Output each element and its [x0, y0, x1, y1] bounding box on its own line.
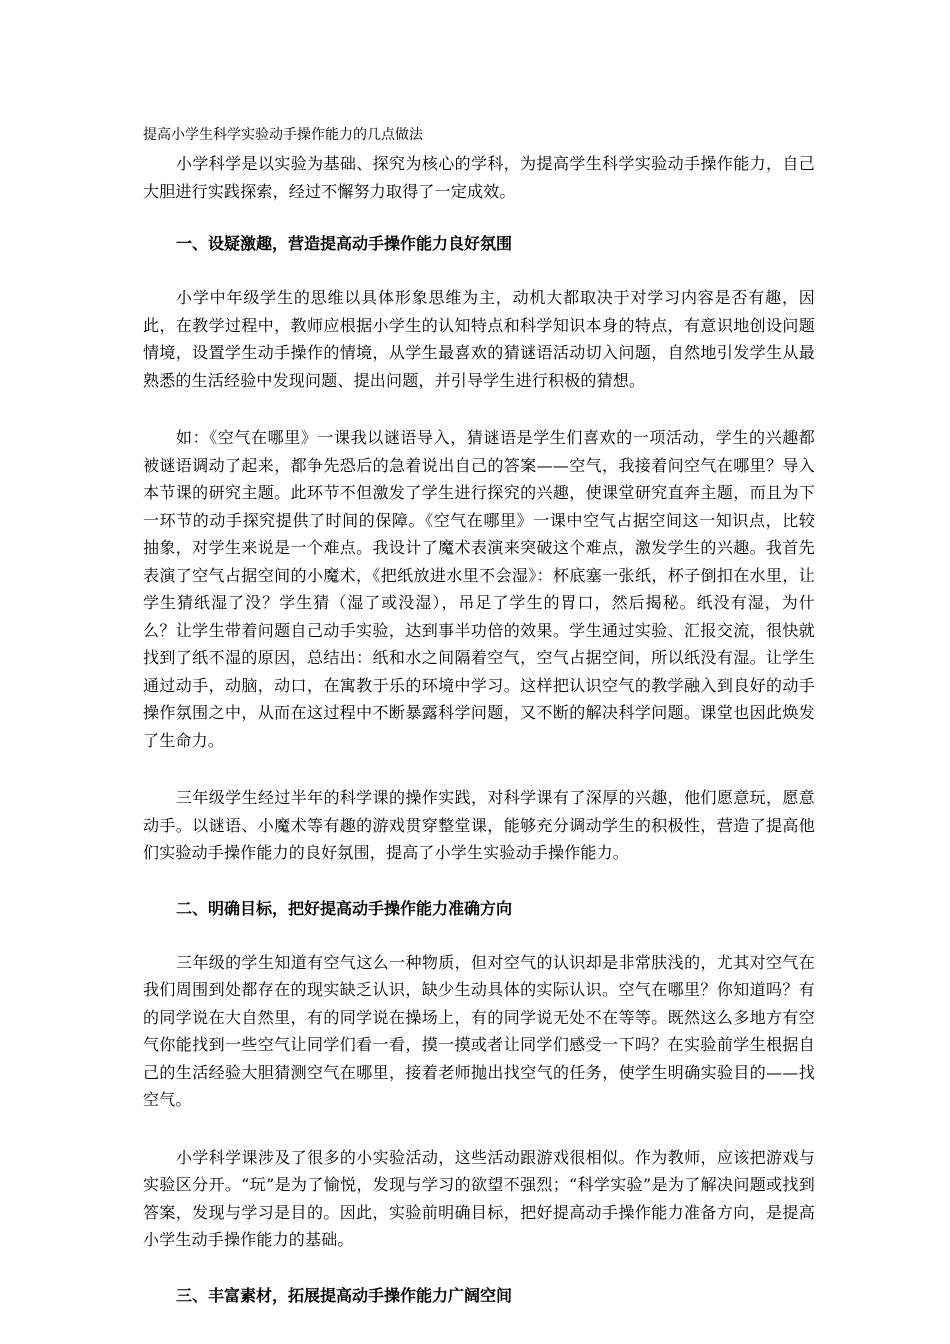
document-page — [143, 126, 815, 1308]
section-3 — [143, 1284, 815, 1308]
section-heading: 二、明确目标，把好提高动手操作能力准确方向 — [176, 898, 513, 918]
intro-paragraph: 小学科学是以实验为基础、探究为核心的学科，为提高学生科学实验动手操作能力，自己大胆进行实践探索，经过不懈努力取得了一定成效。 — [143, 154, 815, 201]
body-paragraph: 小学中年级学生的思维以具体形象思维为主，动机大都取决于对学习内容是否有趣，因此，在教学过程中，教师应根据小学生的认知特点和科学知识本身的特点，有意识地创设问题情境，设置学生动手操作的情境，从学生最喜欢的猜谜语活动切入问题，自然地引发学生从最熟悉的生活经验中发现问题、提出问题，并引导学生进行积极的猜想。 — [143, 288, 815, 390]
section-1 — [143, 232, 815, 897]
body-paragraph: 三年级的学生知道有空气这么一种物质，但对空气的认识却是非常肤浅的，尤其对空气在我们周围到处都存在的现实缺乏认识，缺少生动具体的实际认识。空气在哪里？你知道吗？有的同学说在大自然里，有的同学说在操场上，有的同学说无处不在等等。既然这么多地方有空气你能找到一些空气让同学们看一看，摸一摸或者让同学们感受一下吗？在实验前学生根据自己的生活经验大胆猜测空气在哪里，接着老师抛出找空气的任务，使学生明确实验目的——找空气。 — [143, 952, 815, 1109]
section-heading: 一、设疑激趣，营造提高动手操作能力良好氛围 — [176, 234, 513, 253]
body-paragraph: 小学科学课涉及了很多的小实验活动，这些活动跟游戏很相似。作为教师，应该把游戏与实验区分开。“玩”是为了愉悦，发现与学习的欲望不强烈；“科学实验”是为了解决问题或找到答案，发现与学习是目的。因此，实验前明确目标，把好提高动手操作能力准备方向，是提高小学生动手操作能力的基础。 — [143, 1147, 815, 1249]
body-paragraph: 如：《空气在哪里》一课我以谜语导入，猜谜语是学生们喜欢的一项活动，学生的兴趣都被谜语调动了起来，都争先恐后的急着说出自己的答案——空气，我接着问空气在哪里？导入本节课的研究主题。此环节不但激发了学生进行探究的兴趣，使课堂研究直奔主题，而且为下一环节的动手探究提供了时间的保障。《空气在哪里》一课中空气占据空间这一知识点，比较抽象，对学生来说是一个难点。我设计了魔术表演来突破这个难点，激发学生的兴趣。我首先表演了空气占据空间的小魔术，《把纸放进水里不会湿》：杯底塞一张纸，杯子倒扣在水里，让学生猜纸湿了没？学生猜（湿了或没湿），吊足了学生的胃口，然后揭秘。纸没有湿，为什么？让学生带着问题自己动手实验，达到事半功倍的效果。学生通过实验、汇报交流，很快就找到了纸不湿的原因，总结出：纸和水之间隔着空气，空气占据空间，所以纸没有湿。让学生通过动手，动脑，动口，在寓教于乐的环境中学习。这样把认识空气的教学融入到良好的动手操作氛围之中，从而在这过程中不断暴露科学问题，又不断的解决科学问题。课堂也因此焕发了生命力。 — [143, 428, 815, 750]
section-2 — [143, 897, 815, 1284]
document-title: 提高小学生科学实验动手操作能力的几点做法 — [143, 127, 423, 143]
section-heading: 三、丰富素材，拓展提高动手操作能力广阔空间 — [176, 1285, 513, 1305]
body-paragraph: 三年级学生经过半年的科学课的操作实践，对科学课有了深厚的兴趣，他们愿意玩，愿意动手。以谜语、小魔术等有趣的游戏贯穿整堂课，能够充分调动学生的积极性，营造了提高他们实验动手操作能力的良好氛围，提高了小学生实验动手操作能力。 — [143, 788, 815, 862]
